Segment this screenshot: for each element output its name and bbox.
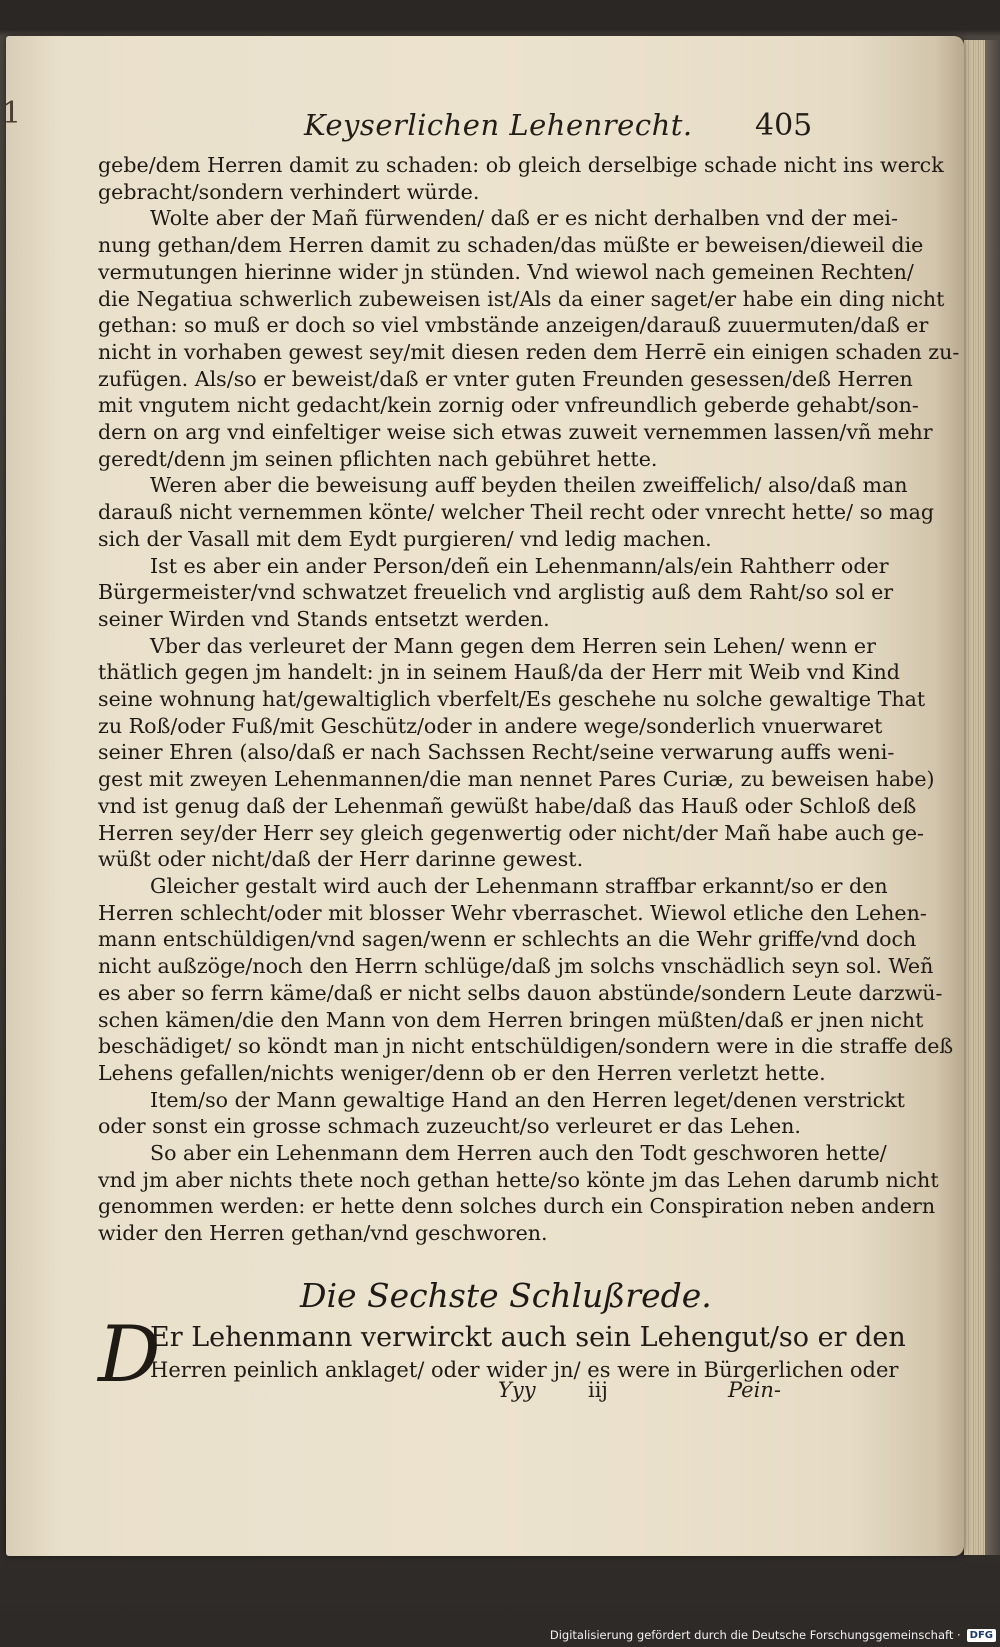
text-line: die Negatiua schwerlich zubeweisen ist/Als da einer saget/er habe ein ding nicht xyxy=(98,286,945,311)
text-line: vnd ist genug daß der Lehenmañ gewüßt habe/daß das Hauß oder Schloß deß xyxy=(98,793,917,818)
page-number: 405 xyxy=(755,108,813,143)
paragraph xyxy=(98,1140,939,1247)
text-line: schen kämen/die den Mann von dem Herren bringen müßten/daß er jnen nicht xyxy=(98,1007,924,1032)
text-line: Ist es aber ein ander Person/deñ ein Lehenmann/als/ein Rahtherr oder xyxy=(150,553,889,578)
text-line: Herren schlecht/oder mit blosser Wehr vberraschet. Wiewol etliche den Lehen- xyxy=(98,900,927,925)
text-line: Bürgermeister/vnd schwatzet freuelich vnd arglistig auß dem Raht/so sol er xyxy=(98,580,894,605)
credit-text: Digitalisierung gefördert durch die Deutsche Forschungsgemeinschaft · xyxy=(549,1628,961,1642)
running-title: Keyserlichen Lehenrecht. xyxy=(304,108,693,142)
text-line: nicht außzöge/noch den Herrn schlüge/daß jm solchs vnschädlich seyn sol. Weñ xyxy=(98,954,934,979)
text-line: Vber das verleuret der Mann gegen dem Herren sein Lehen/ wenn er xyxy=(150,633,876,658)
page-header xyxy=(300,104,820,150)
drop-initial: D xyxy=(98,1310,161,1400)
paragraph xyxy=(98,472,935,552)
text-line: seine wohnung hat/gewaltiglich vberfelt/Es geschehe nu solche gewaltige That xyxy=(98,687,926,712)
book-spine-shadow xyxy=(985,40,1000,1555)
text-line: Wolte aber der Mañ fürwenden/ daß er es nicht derhalben vnd der mei- xyxy=(150,206,898,231)
paragraph xyxy=(98,1087,905,1140)
signature-number: iij xyxy=(588,1378,608,1402)
text-line: mit vngutem nicht gedacht/kein zornig oder vnfreundlich geberde gehabt/son- xyxy=(98,393,919,418)
text-line: geredt/denn jm seinen pflichten nach gebühret hette. xyxy=(98,446,658,471)
paragraph xyxy=(98,205,960,472)
text-line: es aber so ferrn käme/daß er nicht selbs dauon abstünde/sondern Leute darzwü- xyxy=(98,980,943,1005)
catchword: Pein- xyxy=(728,1378,781,1402)
text-line: wider den Herren gethan/vnd geschworen. xyxy=(98,1221,548,1246)
text-line: gebe/dem Herren damit zu schaden: ob gleich derselbige schade nicht ins werck xyxy=(98,153,944,177)
text-line: sich der Vasall mit dem Eydt purgieren/ vnd ledig machen. xyxy=(98,526,712,551)
text-line: nung gethan/dem Herren damit zu schaden/das müßte er beweisen/dieweil die xyxy=(98,233,924,258)
paragraph xyxy=(98,152,944,205)
text-line: nicht in vorhaben gewest sey/mit diesen reden dem Herrē ein einigen schaden zu- xyxy=(98,339,960,364)
text-line: zu Roß/oder Fuß/mit Geschütz/oder in andere wege/sonderlich vnuerwaret xyxy=(98,713,883,738)
digitization-credit xyxy=(550,1627,996,1643)
text-line: gest mit zweyen Lehenmannen/die man nennet Pares Curiæ, zu beweisen habe) xyxy=(98,767,935,792)
section-line-1: Er Lehenmann verwirckt auch sein Lehengut/so er den xyxy=(150,1322,906,1353)
text-line: oder sonst ein grosse schmach zuzeucht/so verleuret er das Lehen. xyxy=(98,1114,801,1139)
paragraph xyxy=(98,553,894,633)
text-line: Item/so der Mann gewaltige Hand an den Herren leget/denen verstrickt xyxy=(150,1087,905,1112)
text-line: genommen werden: er hette denn solches durch ein Conspiration neben andern xyxy=(98,1194,936,1219)
text-line: Lehens gefallen/nichts weniger/denn ob er den Herren verletzt hette. xyxy=(98,1060,826,1085)
text-line: vermutungen hierinne wider jn stünden. Vnd wiewol nach gemeinen Rechten/ xyxy=(98,259,914,284)
text-line: seiner Ehren (also/daß er nach Sachssen Recht/seine verwarung auffs weni- xyxy=(98,740,895,765)
text-line: beschädiget/ so köndt man jn nicht entschüldigen/sondern were in die straffe deß xyxy=(98,1034,954,1059)
dfg-logo-icon: DFG xyxy=(967,1629,996,1642)
text-line: darauß nicht vernemmen könte/ welcher Theil recht oder vnrecht hette/ so mag xyxy=(98,500,935,525)
text-line: zufügen. Als/so er beweist/daß er vnter guten Freunden gesessen/deß Herren xyxy=(98,366,913,391)
text-line: thätlich gegen jm handelt: jn in seinem Hauß/da der Herr mit Weib vnd Kind xyxy=(98,660,900,685)
paragraph xyxy=(98,873,954,1087)
text-line: mann entschüldigen/vnd sagen/wenn er schlechts an die Wehr griffe/vnd doch xyxy=(98,927,917,952)
text-line: gebracht/sondern verhindert würde. xyxy=(98,179,480,204)
text-line: Gleicher gestalt wird auch der Lehenmann straffbar erkannt/so er den xyxy=(150,873,888,898)
section-line-2: Herren peinlich anklaget/ oder wider jn/ es were in Bürgerlichen oder xyxy=(150,1358,899,1382)
margin-mark: 1 xyxy=(2,96,22,131)
section-heading: Die Sechste Schlußrede. xyxy=(300,1276,712,1315)
signature-mark: Yyy xyxy=(498,1378,536,1402)
text-line: vnd jm aber nichts thete noch gethan hette/so könte jm das Lehen darumb nicht xyxy=(98,1167,939,1192)
text-line: Weren aber die beweisung auff beyden theilen zweiffelich/ also/daß man xyxy=(150,473,908,498)
text-line: dern on arg vnd einfeltiger weise sich etwas zuweit vernemmen lassen/vñ mehr xyxy=(98,420,933,445)
paragraph xyxy=(98,633,935,873)
page-footer xyxy=(498,1378,818,1412)
text-line: Herren sey/der Herr sey gleich gegenwertig oder nicht/der Mañ habe auch ge- xyxy=(98,820,925,845)
body-text xyxy=(98,152,960,1247)
text-line: wüßt oder nicht/daß der Herr darinne gewest. xyxy=(98,847,584,872)
text-line: gethan: so muß er doch so viel vmbstände anzeigen/darauß zuuermuten/daß er xyxy=(98,313,929,338)
text-line: seiner Wirden vnd Stands entsetzt werden. xyxy=(98,606,550,631)
text-line: So aber ein Lehenmann dem Herren auch den Todt geschworen hette/ xyxy=(150,1141,887,1166)
